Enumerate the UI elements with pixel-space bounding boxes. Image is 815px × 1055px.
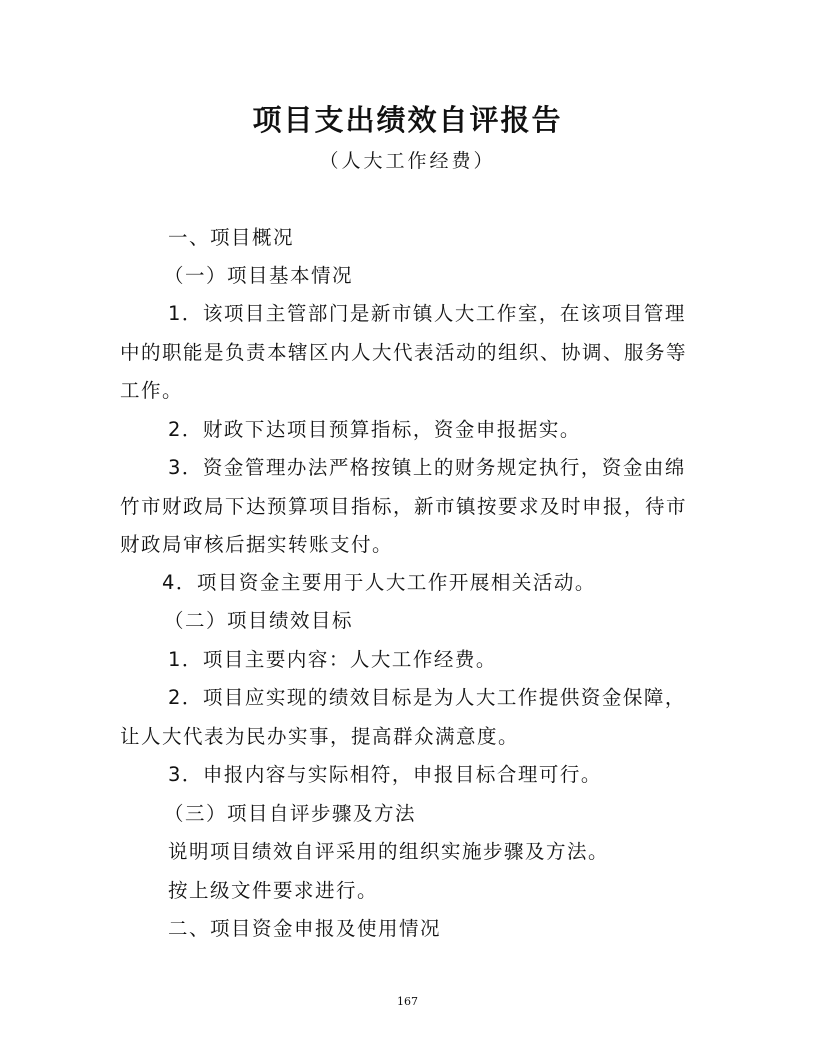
paragraph-line: 中的职能是负责本辖区内人大代表活动的组织、协调、服务等 (120, 341, 688, 364)
paragraph-line: 2．项目应实现的绩效目标是为人大工作提供资金保障， (168, 686, 686, 709)
subsection-heading-self-evaluation: （三）项目自评步骤及方法 (164, 802, 417, 825)
document-subtitle: （人大工作经费） (319, 150, 496, 172)
page-number: 167 (397, 995, 418, 1008)
paragraph-line: 竹市财政局下达预算项目指标，新市镇按要求及时申报，待市 (120, 495, 688, 518)
paragraph-line: 财政局审核后据实转账支付。 (120, 533, 394, 556)
paragraph-line: 1．项目主要内容：人大工作经费。 (168, 648, 497, 671)
subsection-heading-basic-info: （一）项目基本情况 (164, 264, 354, 287)
paragraph-line: 3．资金管理办法严格按镇上的财务规定执行，资金由绵 (168, 456, 686, 479)
paragraph-line: 让人大代表为民办实事，提高群众满意度。 (120, 725, 520, 748)
paragraph-line: 3．申报内容与实际相符，申报目标合理可行。 (168, 763, 602, 786)
paragraph-line: 4．项目资金主要用于人大工作开展相关活动。 (162, 571, 596, 594)
subsection-heading-performance-goals: （二）项目绩效目标 (164, 609, 354, 632)
paragraph-line: 2．财政下达项目预算指标，资金申报据实。 (168, 418, 581, 441)
paragraph-line: 工作。 (120, 379, 184, 402)
section-heading-overview: 一、项目概况 (168, 226, 295, 249)
paragraph-line: 1．该项目主管部门是新市镇人大工作室，在该项目管理 (168, 302, 686, 325)
section-heading-funding: 二、项目资金申报及使用情况 (168, 917, 442, 940)
document-title: 项目支出绩效自评报告 (252, 103, 563, 137)
paragraph-line: 说明项目绩效自评采用的组织实施步骤及方法。 (168, 840, 610, 863)
paragraph-line: 按上级文件要求进行。 (168, 879, 379, 902)
